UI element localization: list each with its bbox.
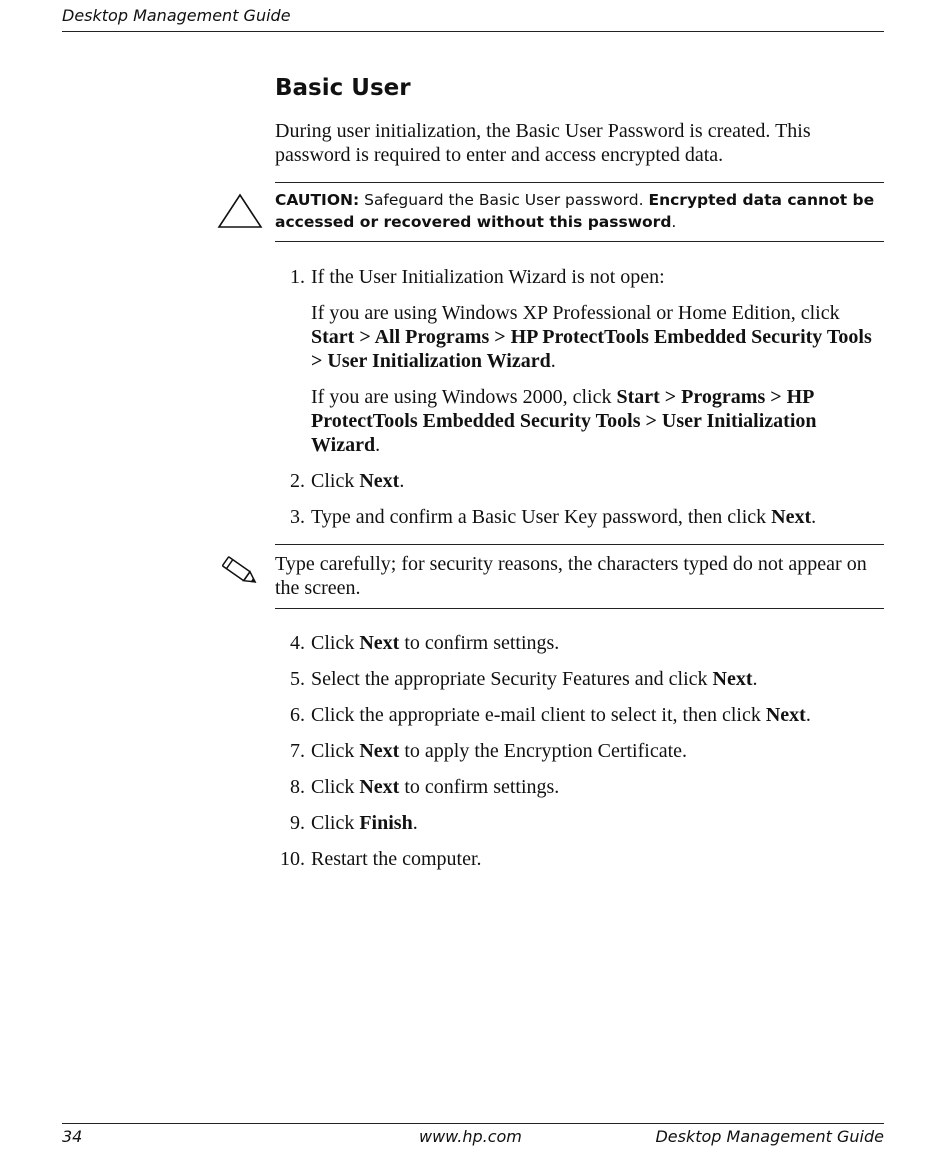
text-run: Type and confirm a Basic User Key password, then click: [311, 506, 772, 528]
bold-text: Next: [359, 740, 400, 762]
text-run: Click: [311, 632, 360, 654]
text-run: Click: [311, 740, 360, 762]
bold-text: Next: [771, 506, 812, 528]
steps-list: [275, 265, 875, 541]
step-number: 9.: [290, 812, 305, 834]
step-item: [275, 667, 875, 691]
step-number: 7.: [290, 740, 305, 762]
step-text: [311, 847, 875, 871]
bold-text: Encrypted data cannot be accessed or recovered without this password: [275, 191, 875, 231]
bold-text: Next: [359, 632, 400, 654]
step-number: 4.: [290, 632, 305, 654]
step-item: [275, 469, 875, 493]
step-text: [311, 265, 875, 289]
step-item: [275, 505, 875, 529]
step-item: [275, 631, 875, 655]
text-run: Select the appropriate Security Features and click: [311, 668, 713, 690]
step-text: [311, 739, 875, 763]
caution-triangle-icon: [217, 193, 263, 229]
text-run: Restart the computer.: [311, 848, 482, 870]
bold-text: Next: [712, 668, 753, 690]
text-run: to confirm settings.: [399, 632, 560, 654]
text-run: .: [375, 434, 381, 456]
caution-top-rule: [275, 182, 884, 183]
text-run: Click: [311, 812, 360, 834]
header-rule: [62, 31, 884, 32]
bold-text: Start > Programs > HP ProtectTools Embedded Security Tools > User Initialization Wizard: [311, 386, 817, 456]
text-run: Safeguard the Basic User password.: [359, 191, 649, 209]
note-bottom-rule: [275, 608, 884, 609]
text-run: Click: [311, 470, 360, 492]
step-text: [311, 301, 875, 373]
step-item: [275, 847, 875, 871]
step-number: 3.: [290, 506, 305, 528]
section-title: Basic User: [275, 75, 411, 101]
bold-text: Finish: [359, 812, 413, 834]
text-run: Click: [311, 776, 360, 798]
text-run: If the User Initialization Wizard is not open:: [311, 266, 665, 288]
step-number: 1.: [290, 266, 305, 288]
step-item: [275, 703, 875, 727]
text-run: .: [671, 213, 677, 231]
bold-text: Next: [359, 776, 400, 798]
bold-text: CAUTION:: [275, 191, 360, 209]
text-run: .: [550, 350, 556, 372]
text-run: Click the appropriate e-mail client to select it, then click: [311, 704, 766, 726]
step-text: [311, 385, 875, 457]
step-text: [311, 667, 875, 691]
note-top-rule: [275, 544, 884, 545]
step-text: [311, 775, 875, 799]
text-run: to confirm settings.: [399, 776, 560, 798]
footer-rule: [62, 1123, 884, 1124]
intro-paragraph: During user initialization, the Basic User Password is created. This password is required to enter and access encrypted data.: [275, 120, 811, 166]
text-run: .: [412, 812, 418, 834]
text-run: If you are using Windows XP Professional or Home Edition, click: [311, 302, 840, 324]
bold-text: Next: [359, 470, 400, 492]
caution-text: [275, 189, 875, 233]
step-text: [311, 703, 875, 727]
footer-url: www.hp.com: [419, 1127, 522, 1146]
pencil-note-icon: [218, 556, 262, 588]
step-text: [311, 631, 875, 655]
text-run: If you are using Windows 2000, click: [311, 386, 617, 408]
running-header: Desktop Management Guide: [62, 6, 291, 25]
footer-title: Desktop Management Guide: [655, 1127, 884, 1146]
steps-list-continued: [275, 631, 875, 883]
step-item: [275, 739, 875, 763]
step-text: [311, 811, 875, 835]
step-number: 8.: [290, 776, 305, 798]
text-run: .: [805, 704, 811, 726]
step-number: 5.: [290, 668, 305, 690]
step-text: [311, 505, 875, 529]
bold-text: Start > All Programs > HP ProtectTools Embedded Security Tools > User Initialization Wizard: [311, 326, 872, 372]
text-run: .: [811, 506, 817, 528]
text-run: .: [399, 470, 405, 492]
step-item: [275, 811, 875, 835]
bold-text: Next: [765, 704, 806, 726]
step-text: [311, 469, 875, 493]
step-item: [275, 265, 875, 457]
step-item: [275, 775, 875, 799]
step-number: 6.: [290, 704, 305, 726]
note-text: Type carefully; for security reasons, the characters typed do not appear on the screen.: [275, 553, 867, 599]
step-number: 10.: [280, 848, 305, 870]
step-number: 2.: [290, 470, 305, 492]
page-number: 34: [62, 1127, 83, 1146]
text-run: .: [752, 668, 758, 690]
caution-bottom-rule: [275, 241, 884, 242]
text-run: to apply the Encryption Certificate.: [399, 740, 688, 762]
